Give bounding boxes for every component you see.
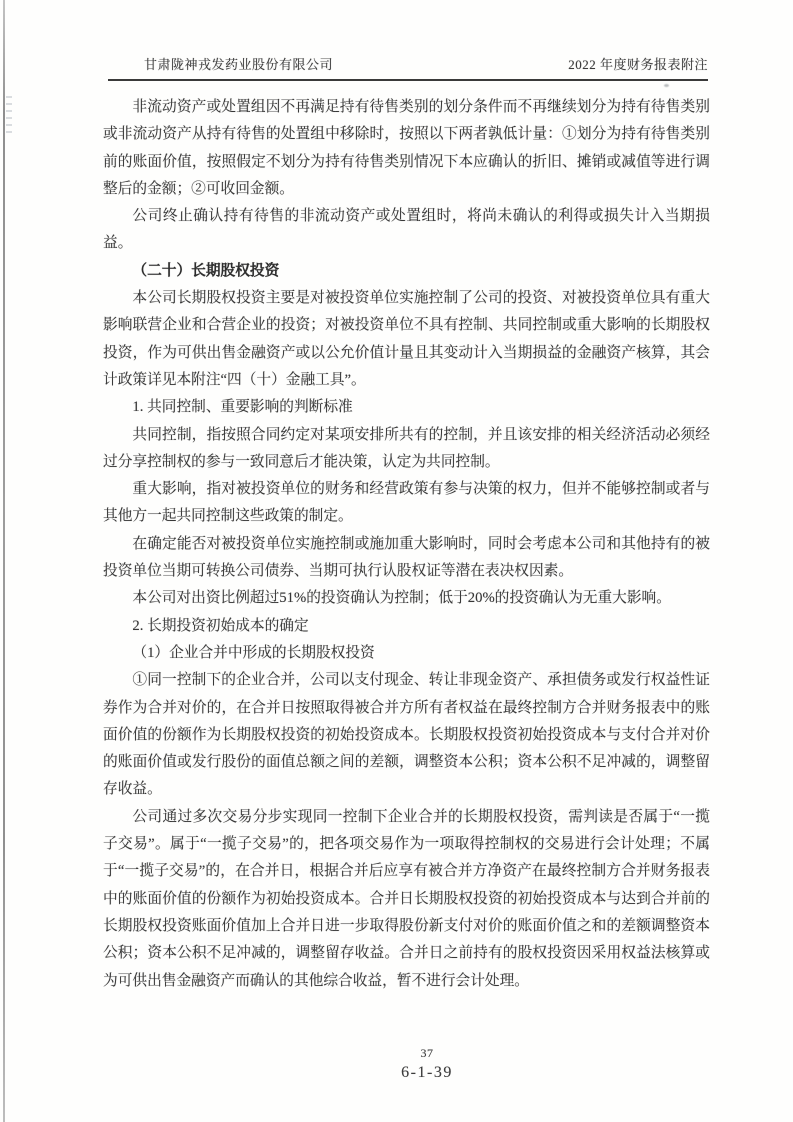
- page-number: 37: [420, 1046, 434, 1060]
- paragraph: 共同控制，指按照合同约定对某项安排所共有的控制，并且该安排的相关经济活动必须经过分享控制权的参与一致同意后才能决策，认定为共同控制。: [103, 426, 710, 470]
- page-header: [108, 54, 708, 81]
- scan-smudge-artifact: [6, 96, 12, 136]
- paragraph: 公司终止确认持有待售的非流动资产或处置组时，将尚未确认的利得或损失计入当期损益。: [103, 208, 710, 252]
- scan-edge-line: [3, 0, 5, 1122]
- subsection-heading: 2. 长期投资初始成本的确定: [132, 617, 309, 634]
- subsection-heading: 1. 共同控制、重要影响的判断标准: [132, 399, 353, 416]
- page-code: 6-1-39: [401, 1064, 453, 1081]
- paragraph: 公司通过多次交易分步实现同一控制下企业合并的长期股权投资，需判读是否属于“一揽子交易”。属于“一揽子交易”的，把各项交易作为一项取得控制权的交易进行会计处理；不属于“一揽子交易”的，在合并日，根据合并后应享有被合并方净资产在最终控制方合并财务报表中的账面价值的份额作为初始投资成本。合并日长期股权投资的初始投资成本与达到合并前的长期股权投资账面价值加上合并日进一步取得股份新支付对价的账面价值之和的差额调整资本公积；资本公积不足冲减的，调整留存收益。合并日之前持有的股权投资因采用权益法核算或为可供出售金融资产而确认的其他综合收益，暂不进行会计处理。: [103, 808, 710, 989]
- company-name: 甘肃陇神戎发药业股份有限公司: [144, 57, 334, 72]
- paragraph: 重大影响，指对被投资单位的财务和经营政策有参与决策的权力，但并不能够控制或者与其他方一起共同控制这些政策的制定。: [103, 481, 710, 525]
- report-title: 2022 年度财务报表附注: [568, 57, 708, 72]
- scan-dot-artifact: [664, 84, 669, 87]
- paragraph: 本公司对出资比例超过51%的投资确认为控制；低于20%的投资确认为无重大影响。: [132, 590, 671, 607]
- paragraph: 在确定能否对被投资单位实施控制或施加重大影响时，同时会考虑本公司和其他持有的被投资单位当期可转换公司债券、当期可执行认股权证等潜在表决权因素。: [103, 535, 710, 580]
- paragraph: ①同一控制下的企业合并，公司以支付现金、转让非现金资产、承担债务或发行权益性证券作为合并对价的，在合并日按照取得被合并方所有者权益在最终控制方合并财务报表中的账面价值的份额作为长期股权投资的初始投资成本。长期股权投资初始投资成本与支付合并对价的账面价值或发行股份的面值总额之间的差额，调整资本公积；资本公积不足冲减的，调整留存收益。: [103, 672, 710, 798]
- document-body: [103, 94, 710, 995]
- section-heading: （二十）长期股权投资: [132, 262, 280, 279]
- page-footer: [123, 1046, 731, 1082]
- paragraph: 本公司长期股权投资主要是对被投资单位实施控制了公司的投资、对被投资单位具有重大影响联营企业和合营企业的投资；对被投资单位不具有控制、共同控制或重大影响的长期股权投资，作为可供出售金融资产或以公允价值计量且其变动计入当期损益的金融资产核算，其会计政策详见本附注“四（十）金融工具”。: [103, 290, 710, 388]
- subsection-heading: （1）企业合并中形成的长期股权投资: [132, 644, 375, 661]
- paragraph: 非流动资产或处置组因不再满足持有待售类别的划分条件而不再继续划分为持有待售类别或非流动资产从持有待售的处置组中移除时，按照以下两者孰低计量：①划分为持有待售类别前的账面价值，按照假定不划分为持有待售类别情况下本应确认的折旧、摊销或减值等进行调整后的金额；②可收回金额。: [103, 99, 710, 197]
